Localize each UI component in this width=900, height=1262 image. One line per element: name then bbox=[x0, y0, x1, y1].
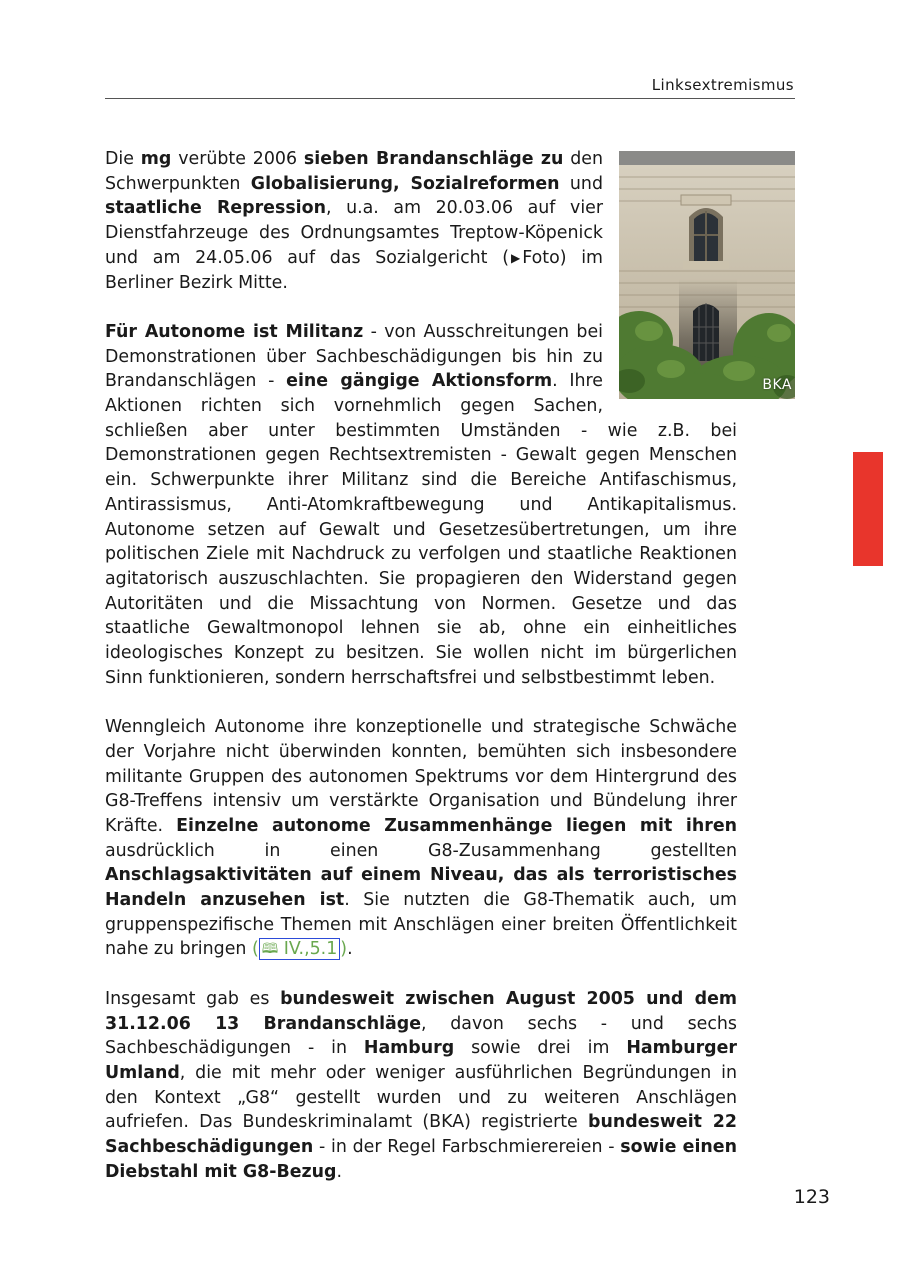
header-rule bbox=[105, 98, 795, 99]
photo-credit: BKA bbox=[762, 377, 792, 394]
body-text bbox=[105, 147, 792, 1184]
page-number: 123 bbox=[793, 1186, 830, 1208]
sozialgericht-photo bbox=[619, 151, 795, 399]
book-icon: 🕮 bbox=[261, 941, 279, 958]
cross-reference-link[interactable]: ( 🕮 IV.,5.1 ) bbox=[251, 939, 348, 960]
triangle-right-icon: ▶ bbox=[511, 250, 521, 265]
paragraph-g8-treffen: Wenngleich Autonome ihre konzeptionelle und strategische Schwäche der Vorjahre nicht überwinden konnten, bemühten sich insbesondere militante Gruppen des autonomen Spektrums vor dem Hintergrund des G8-Treffens intensiv um verstärkte Organisation und Bündelung ihrer Kräfte. Einzelne autonome Zusammenhänge liegen mit ihren ausdrücklich in einen G8-Zusammenhang gestellten Anschlagsaktivitäten auf einem Niveau, das als terroristisches Handeln anzusehen ist. Sie nutzten die G8-Thematik auch, um gruppenspezifische Themen mit Anschlägen einer breiten Öffentlichkeit nahe zu bringen ( 🕮 IV.,5.1 ). bbox=[105, 717, 738, 960]
cross-reference-box[interactable]: 🕮 IV.,5.1 bbox=[259, 938, 341, 960]
chapter-color-tab bbox=[853, 452, 883, 566]
paragraph-mg-brandanschlaege: Die mg verübte 2006 sieben Brandanschläge zu den Schwerpunkten Globalisierung, Sozialreformen und staatliche Repression, u.a. am 20.03.06 auf vier Dienstfahrzeuge des Ordnungsamtes Treptow-Köpenick und am 24.05.06 auf das Sozialgericht ( ▶ Foto) im Berliner Bezirk Mitte. bbox=[105, 149, 604, 293]
building-facade-image bbox=[619, 151, 795, 399]
paragraph-brandanschlaege-statistik: Insgesamt gab es bundesweit zwischen August 2005 und dem 31.12.06 13 Brandanschläge, davon sechs - und sechs Sachbeschädigungen - in Hamburg sowie drei im Hamburger Umland, die mit mehr oder weniger ausführlichen Begründungen in den Kontext „G8“ gestellt wurden und zu weiteren Anschlägen aufriefen. Das Bundeskriminalamt (BKA) registrierte bundesweit 22 Sachbeschädigungen - in der Regel Farbschmierereien - sowie einen Diebstahl mit G8-Bezug. bbox=[105, 988, 737, 1182]
running-header-title: Linksextremismus bbox=[651, 76, 794, 94]
paragraph-autonome-militanz: Für Autonome ist Militanz - von Ausschreitungen bei Demonstrationen über Sachbeschädigungen bis hin zu Brandanschlägen - eine gängige Aktionsform. Ihre Aktionen richten sich vornehmlich gegen Sachen, schließen aber unter bestimmten Umständen - wie z.B. bei Demonstrationen gegen Rechtsextremisten - Gewalt gegen Menschen ein. Schwerpunkte ihrer Militanz sind die Bereiche Antifaschismus, Antirassismus, Anti-Atomkraftbewegung und Antikapitalismus. Autonome setzen auf Gewalt und Gesetzesübertretungen, um ihre politischen Ziele mit Nachdruck zu verfolgen und staatliche Reaktionen agitatorisch auszuschlachten. Sie propagieren den Widerstand gegen Autoritäten und die Missachtung von Normen. Gesetze und das staatliche Gewaltmonopol lehnen sie ab, ohne ein einheitliches ideologisches Konzept zu besitzen. Sie wollen nicht im bürgerlichen Sinn funktionieren, sondern herrschaftsfrei und selbstbestimmt leben. bbox=[105, 321, 737, 688]
